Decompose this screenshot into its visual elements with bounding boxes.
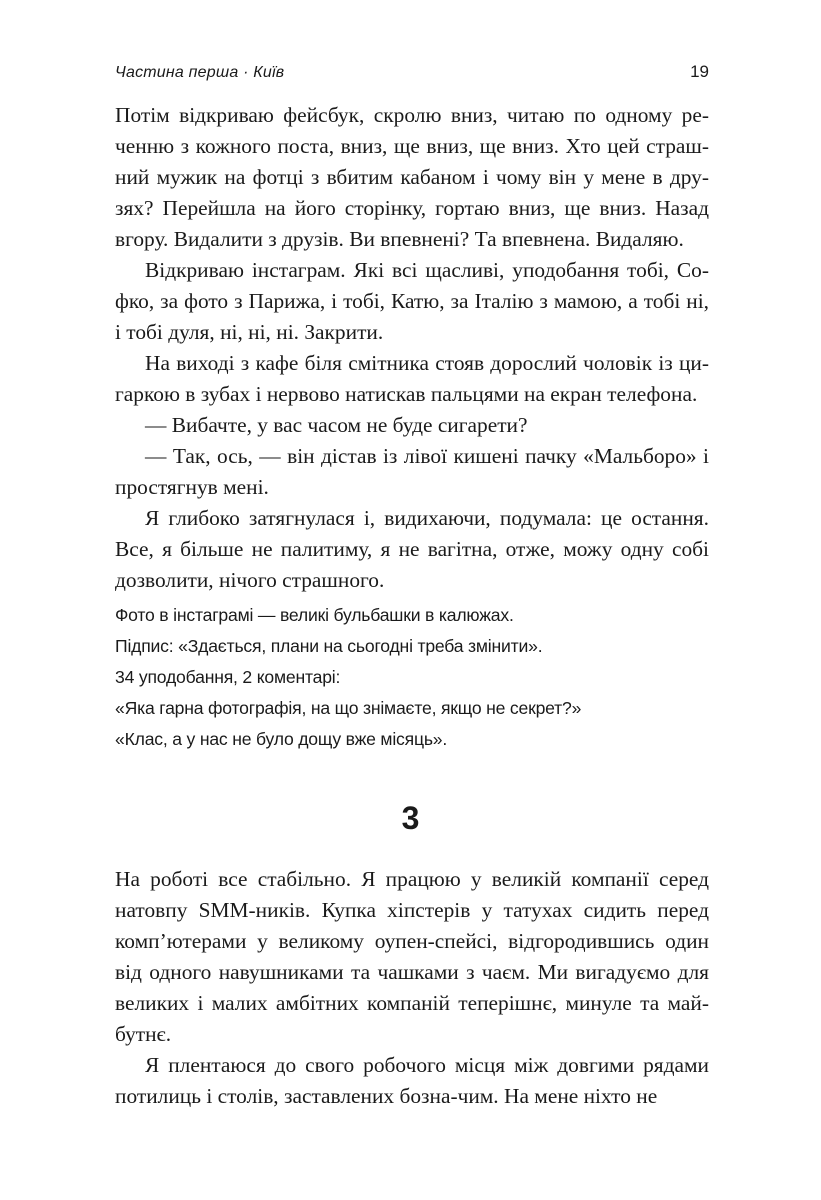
page-number: 19	[690, 62, 709, 81]
post-line: «Клас, а у нас не було дощу вже місяць».	[115, 729, 448, 749]
paragraph: На роботі все стабільно. Я працюю у великій компанії серед натовпу SMM-ників. Купка хіпстерів у татухах сидить перед комп’ютерами у великому оупен-спейсі, відгородившись один від одного навушниками та чашками з чаєм. Ми вигадуємо для великих і малих амбітних компаній теперішнє, минуле та майбутнє.	[115, 867, 709, 1046]
running-head: Частина перша · Київ	[115, 64, 285, 81]
instagram-post-block	[115, 600, 709, 755]
dialogue-line: — Вибачте, у вас часом не буде сигарети?	[145, 413, 528, 437]
post-line: Підпис: «Здається, плани на сьогодні треба змінити».	[115, 636, 543, 656]
paragraph: На виході з кафе біля смітника стояв дорослий чоловік із цигаркою в зубах і нервово натискав пальцями на екран телефона.	[115, 351, 709, 406]
dialogue-line: — Так, ось, — він дістав із лівої кишені пачку «Мальборо» і простягнув мені.	[115, 444, 709, 499]
paragraph: Я глибоко затягнулася і, видихаючи, подумала: це остання. Все, я більше не палитиму, я не вагітна, отже, можу одну собі дозволити, нічого страшного.	[115, 506, 709, 592]
section-text	[115, 100, 709, 596]
post-line: Фото в інстаграмі — великі бульбашки в калюжах.	[115, 605, 514, 625]
paragraph: Я плентаюся до свого робочого місця між довгими рядами потилиць і столів, заставлених бозна-чим. На мене ніхто не	[115, 1053, 709, 1108]
page-header	[115, 62, 709, 82]
chapter-text	[115, 864, 709, 1112]
chapter-number: 3	[401, 800, 420, 836]
paragraph: Потім відкриваю фейсбук, скролю вниз, читаю по одному реченню з кожного поста, вниз, ще вниз, ще вниз. Хто цей страшний мужик на фотці з вбитим кабаном і чому він у мене в друзях? Перейшла на його сторінку, гортаю вниз, ще вниз. Назад вгору. Видалити з друзів. Ви впевнені? Та впевнена. Видаляю.	[115, 103, 709, 251]
paragraph: Відкриваю інстаграм. Які всі щасливі, уподобання тобі, Софко, за фото з Парижа, і тобі, Катю, за Італію з мамою, а тобі ні, і тобі дуля, ні, ні, ні. Закрити.	[115, 258, 709, 344]
post-line: «Яка гарна фотографія, на що знімаєте, якщо не секрет?»	[115, 698, 582, 718]
post-line: 34 уподобання, 2 коментарі:	[115, 667, 341, 687]
